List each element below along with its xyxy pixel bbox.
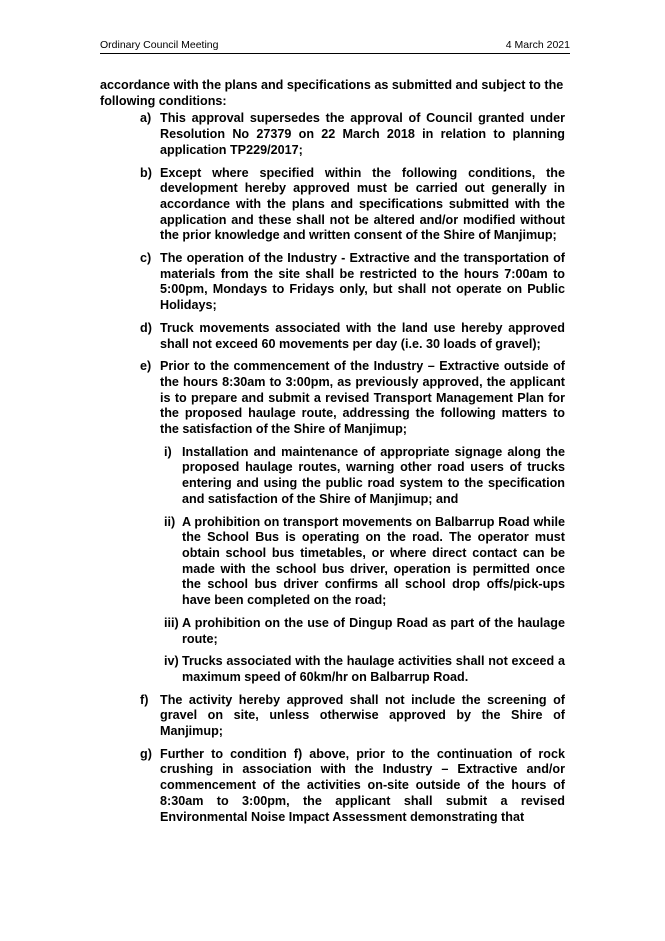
header-date: 4 March 2021 <box>505 39 570 51</box>
condition-label: b) <box>140 165 152 180</box>
subcondition-text: Installation and maintenance of appropriate signage along the proposed haulage routes, warning other road users of trucks entering and using the public road system to the specification and satisfaction of the Shire of Manjimup; and <box>182 444 565 506</box>
condition-label: g) <box>140 746 152 761</box>
document-body <box>100 78 565 832</box>
subcondition-ii <box>164 515 565 609</box>
condition-label: d) <box>140 320 152 335</box>
page-header <box>100 39 570 51</box>
condition-text: Prior to the commencement of the Industry – Extractive outside of the hours 8:30am to 3:00pm, as previously approved, the applicant is to prepare and submit a revised Transport Management Plan for the proposed haulage route, addressing the following matters to the satisfaction of the Shire of Manjimup; <box>160 359 565 437</box>
condition-label: f) <box>140 692 149 707</box>
condition-text: The activity hereby approved shall not include the screening of gravel on site, unless otherwise approved by the Shire of Manjimup; <box>160 692 565 739</box>
condition-text: Except where specified within the following conditions, the development hereby approved must be carried out generally in accordance with the plans and specifications submitted with the application and these shall not be altered and/or modified without the prior knowledge and written consent of the Shire of Manjimup; <box>160 165 565 243</box>
condition-label: e) <box>140 359 152 374</box>
subcondition-iii <box>164 616 565 647</box>
condition-text: The operation of the Industry - Extractive and the transportation of materials from the site shall be restricted to the hours 7:00am to 5:00pm, Mondays to Fridays only, but shall not operate on Public Holidays; <box>160 251 565 313</box>
condition-a <box>140 111 565 158</box>
header-divider <box>100 53 570 54</box>
subcondition-text: A prohibition on transport movements on Balbarrup Road while the School Bus is operating on the road. The operator must obtain school bus timetables, or where direct contact can be made with the school bus driver, operation is permitted once the school bus driver confirms all school drop offs/pick-ups have been completed on the road; <box>182 514 565 608</box>
condition-text: Further to condition f) above, prior to the continuation of rock crushing in association with the Industry – Extractive and/or commencement of the activities on-site outside of the hours of 8:30am to 3:00pm, the applicant shall submit a revised Environmental Noise Impact Assessment demonstrating that <box>160 746 565 824</box>
condition-b <box>140 166 565 245</box>
condition-e <box>140 359 565 438</box>
subcondition-text: A prohibition on the use of Dingup Road as part of the haulage route; <box>182 615 565 646</box>
condition-text: This approval supersedes the approval of Council granted under Resolution No 27379 on 22 March 2018 in relation to planning application TP229/2017; <box>160 111 565 157</box>
subcondition-iv <box>164 654 565 685</box>
subcondition-label: i) <box>164 444 172 459</box>
condition-text: Truck movements associated with the land use hereby approved shall not exceed 60 movements per day (i.e. 30 loads of gravel); <box>160 320 565 351</box>
subcondition-label: iv) <box>164 654 179 669</box>
subcondition-label: ii) <box>164 514 176 529</box>
subcondition-label: iii) <box>164 615 179 630</box>
subcondition-text: Trucks associated with the haulage activities shall not exceed a maximum speed of 60km/hr on Balbarrup Road. <box>182 654 565 684</box>
intro-paragraph: accordance with the plans and specifications as submitted and subject to the following conditions: <box>100 78 564 108</box>
header-meeting-title: Ordinary Council Meeting <box>100 39 219 51</box>
condition-g <box>140 747 565 826</box>
condition-label: a) <box>140 111 152 126</box>
condition-c <box>140 251 565 314</box>
subcondition-i <box>164 445 565 508</box>
condition-f <box>140 693 565 740</box>
condition-label: c) <box>140 251 152 266</box>
condition-d <box>140 321 565 352</box>
